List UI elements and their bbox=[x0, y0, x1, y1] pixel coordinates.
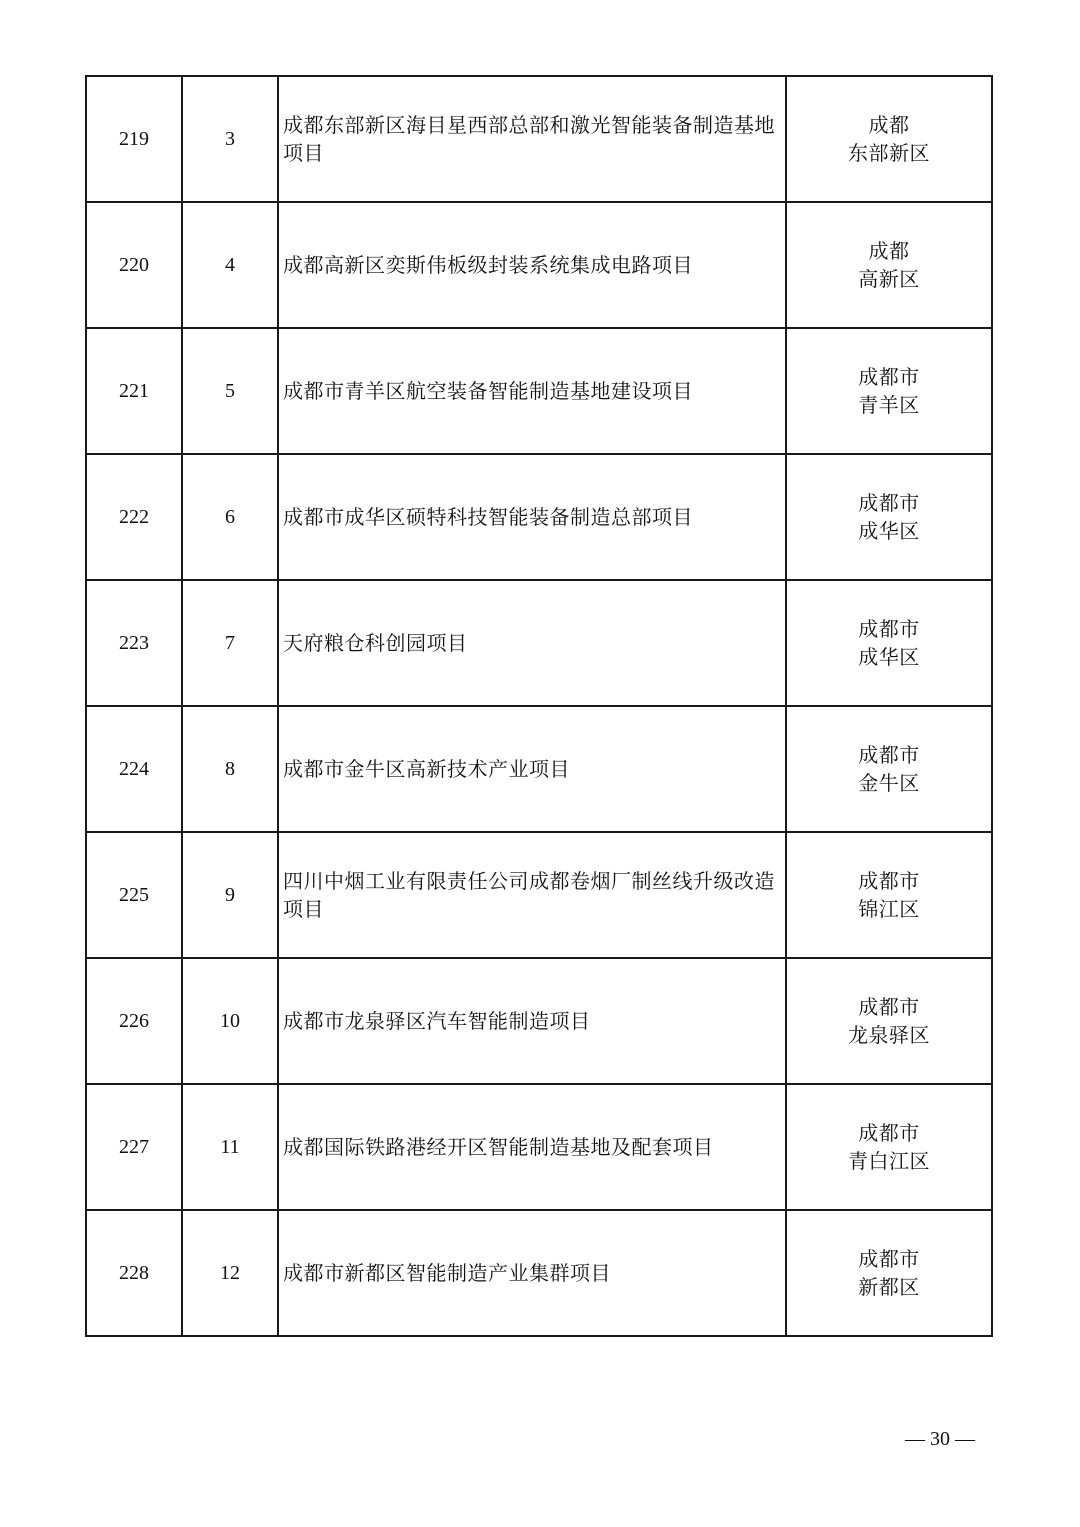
row-seq-number: 226 bbox=[86, 958, 182, 1084]
row-sub-number: 11 bbox=[182, 1084, 278, 1210]
project-name: 成都市青羊区航空装备智能制造基地建设项目 bbox=[278, 328, 786, 454]
table-row bbox=[86, 76, 992, 202]
project-table-body bbox=[86, 76, 992, 1336]
region-city: 成都市 bbox=[858, 1121, 920, 1145]
project-region bbox=[786, 202, 992, 328]
row-sub-number: 4 bbox=[182, 202, 278, 328]
project-region bbox=[786, 1210, 992, 1336]
project-region bbox=[786, 454, 992, 580]
row-sub-number: 10 bbox=[182, 958, 278, 1084]
project-region bbox=[786, 76, 992, 202]
project-name: 成都市金牛区高新技术产业项目 bbox=[278, 706, 786, 832]
region-city: 成都市 bbox=[858, 617, 920, 641]
row-seq-number: 228 bbox=[86, 1210, 182, 1336]
row-sub-number: 3 bbox=[182, 76, 278, 202]
table-row bbox=[86, 1084, 992, 1210]
project-region bbox=[786, 832, 992, 958]
table-row bbox=[86, 706, 992, 832]
row-sub-number: 9 bbox=[182, 832, 278, 958]
row-sub-number: 5 bbox=[182, 328, 278, 454]
region-district: 锦江区 bbox=[858, 897, 920, 921]
region-city: 成都市 bbox=[858, 869, 920, 893]
project-name: 成都国际铁路港经开区智能制造基地及配套项目 bbox=[278, 1084, 786, 1210]
row-sub-number: 7 bbox=[182, 580, 278, 706]
table-row bbox=[86, 454, 992, 580]
region-district: 新都区 bbox=[858, 1275, 920, 1299]
project-name: 成都市龙泉驿区汽车智能制造项目 bbox=[278, 958, 786, 1084]
row-seq-number: 223 bbox=[86, 580, 182, 706]
project-region bbox=[786, 328, 992, 454]
region-district: 金牛区 bbox=[858, 771, 920, 795]
project-region bbox=[786, 1084, 992, 1210]
row-seq-number: 227 bbox=[86, 1084, 182, 1210]
table-row bbox=[86, 1210, 992, 1336]
table-row bbox=[86, 202, 992, 328]
region-district: 高新区 bbox=[858, 267, 920, 291]
region-district: 青白江区 bbox=[848, 1149, 930, 1173]
region-district: 成华区 bbox=[858, 645, 920, 669]
row-sub-number: 12 bbox=[182, 1210, 278, 1336]
region-city: 成都市 bbox=[858, 995, 920, 1019]
row-seq-number: 225 bbox=[86, 832, 182, 958]
row-sub-number: 6 bbox=[182, 454, 278, 580]
table-row bbox=[86, 958, 992, 1084]
project-name: 天府粮仓科创园项目 bbox=[278, 580, 786, 706]
table-row bbox=[86, 328, 992, 454]
project-name: 成都东部新区海目星西部总部和激光智能装备制造基地项目 bbox=[278, 76, 786, 202]
region-city: 成都市 bbox=[858, 491, 920, 515]
region-city: 成都市 bbox=[858, 365, 920, 389]
project-name: 四川中烟工业有限责任公司成都卷烟厂制丝线升级改造项目 bbox=[278, 832, 786, 958]
region-district: 龙泉驿区 bbox=[848, 1023, 930, 1047]
project-name: 成都高新区奕斯伟板级封装系统集成电路项目 bbox=[278, 202, 786, 328]
region-district: 青羊区 bbox=[858, 393, 920, 417]
row-sub-number: 8 bbox=[182, 706, 278, 832]
row-seq-number: 220 bbox=[86, 202, 182, 328]
region-city: 成都 bbox=[868, 113, 910, 137]
row-seq-number: 221 bbox=[86, 328, 182, 454]
region-district: 成华区 bbox=[858, 519, 920, 543]
region-city: 成都市 bbox=[858, 743, 920, 767]
table-row bbox=[86, 580, 992, 706]
project-table bbox=[85, 75, 993, 1337]
region-district: 东部新区 bbox=[848, 141, 930, 165]
region-city: 成都 bbox=[868, 239, 910, 263]
table-row bbox=[86, 832, 992, 958]
project-region bbox=[786, 706, 992, 832]
project-name: 成都市新都区智能制造产业集群项目 bbox=[278, 1210, 786, 1336]
page-number: — 30 — bbox=[905, 1428, 975, 1450]
project-region bbox=[786, 580, 992, 706]
region-city: 成都市 bbox=[858, 1247, 920, 1271]
row-seq-number: 219 bbox=[86, 76, 182, 202]
row-seq-number: 224 bbox=[86, 706, 182, 832]
project-region bbox=[786, 958, 992, 1084]
row-seq-number: 222 bbox=[86, 454, 182, 580]
project-name: 成都市成华区硕特科技智能装备制造总部项目 bbox=[278, 454, 786, 580]
